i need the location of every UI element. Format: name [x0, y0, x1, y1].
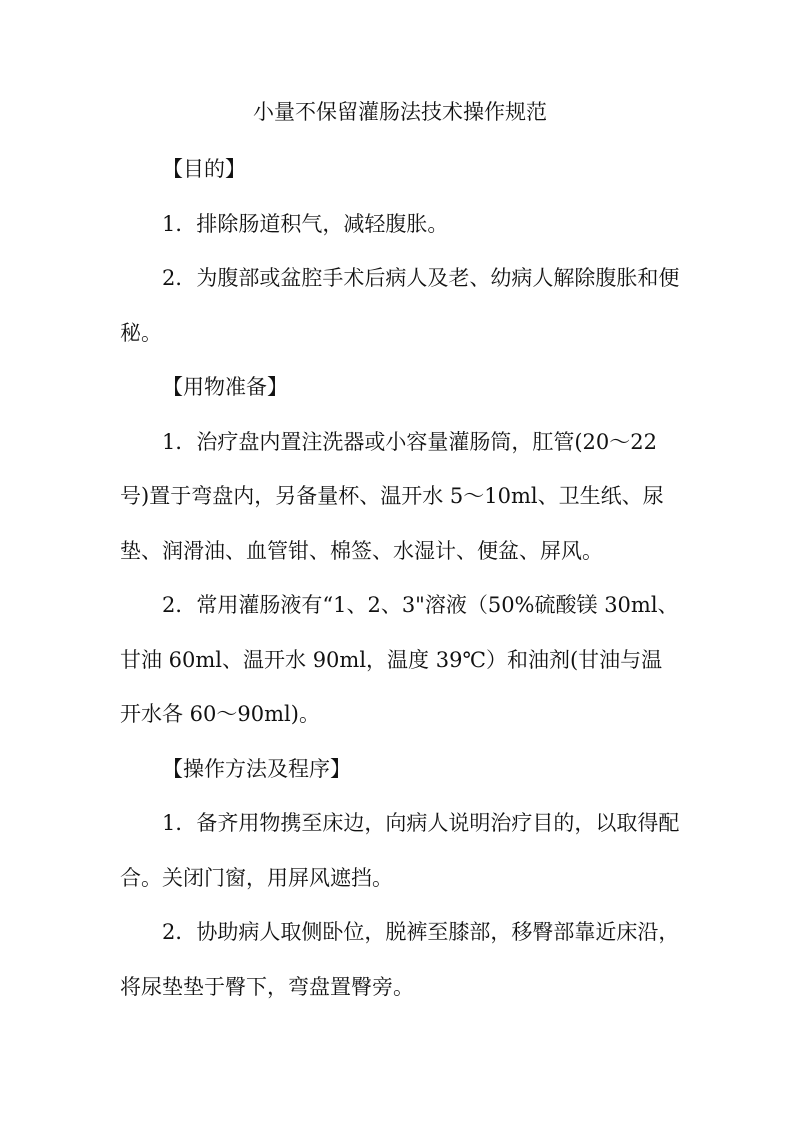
paragraph-supplies-1: 1．治疗盘内置注洗器或小容量灌肠筒，肛管(20～22号)置于弯盘内，另备量杯、温开水 5～10ml、卫生纸、尿垫、润滑油、血管钳、棉签、水湿计、便盆、屏风。	[120, 429, 664, 563]
section-heading-procedure: 【操作方法及程序】	[162, 756, 351, 781]
paragraph-purpose-1: 1．排除肠道积气，减轻腹胀。	[162, 211, 449, 236]
section-heading-supplies: 【用物准备】	[162, 375, 288, 399]
document-body	[120, 142, 680, 1014]
paragraph-supplies-2: 2．常用灌肠液有“1、2、3"溶液（50%硫酸镁 30ml、甘油 60ml、温开水 90ml，温度 39℃）和油剂(甘油与温开水各 60～90ml)。	[120, 593, 679, 726]
document-title: 小量不保留灌肠法技术操作规范	[253, 100, 547, 124]
paragraph-procedure-1: 1．备齐用物携至床边，向病人说明治疗目的，以取得配合。关闭门窗，用屏风遮挡。	[120, 811, 680, 890]
section-heading-purpose: 【目的】	[162, 157, 246, 181]
paragraph-procedure-2: 2．协助病人取侧卧位，脱裤至膝部，移臀部靠近床沿，将尿垫垫于臀下，弯盘置臀旁。	[120, 920, 680, 999]
paragraph-purpose-2: 2．为腹部或盆腔手术后病人及老、幼病人解除腹胀和便秘。	[120, 266, 680, 345]
